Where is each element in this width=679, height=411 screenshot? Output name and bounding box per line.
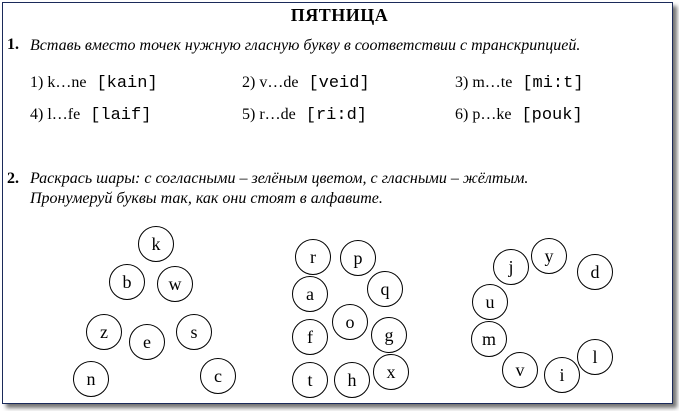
letter-ball[interactable]: i — [544, 357, 580, 393]
task2-number: 2. — [7, 170, 19, 187]
letter-ball[interactable]: l — [577, 339, 613, 375]
letter-ball[interactable]: j — [493, 249, 529, 285]
item-word: 3) m…te — [455, 74, 513, 91]
letter-ball[interactable]: u — [472, 284, 508, 320]
item-word: 1) k…ne — [30, 74, 87, 91]
letter-ball[interactable]: w — [157, 266, 193, 302]
letter-ball[interactable]: v — [502, 352, 538, 388]
letter-ball[interactable]: r — [295, 239, 331, 275]
letter-ball[interactable]: z — [86, 314, 122, 350]
item-word: 2) v…de — [242, 74, 299, 91]
letter-ball[interactable]: x — [373, 354, 409, 390]
letter-ball[interactable]: a — [292, 276, 328, 312]
task1-item — [242, 74, 370, 93]
item-word: 5) r…de — [242, 106, 296, 123]
letter-ball[interactable]: e — [129, 324, 165, 360]
task1-instruction: Вставь вместо точек нужную гласную букву в соответствии с транскрипцией. — [30, 37, 581, 54]
item-transcription: [veid] — [308, 74, 370, 93]
letter-ball[interactable]: n — [73, 361, 109, 397]
letter-ball[interactable]: c — [200, 358, 236, 394]
item-transcription: [laif] — [90, 106, 152, 125]
task1-item — [30, 106, 151, 125]
task1-item — [455, 74, 584, 93]
task1-item — [455, 106, 583, 125]
item-transcription: [pouk] — [521, 106, 583, 125]
letter-ball[interactable]: q — [367, 271, 403, 307]
item-transcription: [ri:d] — [305, 106, 367, 125]
letter-ball[interactable]: t — [292, 362, 328, 398]
item-word: 6) p…ke — [455, 106, 512, 123]
item-word: 4) l…fe — [30, 106, 81, 123]
letter-ball[interactable]: b — [109, 264, 145, 300]
item-transcription: [mi:t] — [522, 74, 584, 93]
task1-item — [30, 74, 158, 93]
letter-ball[interactable]: k — [138, 226, 174, 262]
letter-ball[interactable]: p — [340, 240, 376, 276]
task2-instruction-line1: Раскрась шары: с согласными – зелёным цветом, с гласными – жёлтым. — [30, 170, 529, 187]
letter-ball[interactable]: d — [577, 254, 613, 290]
letter-ball[interactable]: y — [531, 238, 567, 274]
letter-ball[interactable]: g — [371, 317, 407, 353]
page-title: ПЯТНИЦА — [290, 5, 389, 25]
letter-ball[interactable]: s — [176, 314, 212, 350]
task2-instruction-line2: Пронумеруй буквы так, как они стоят в алфавите. — [30, 190, 383, 207]
letter-ball[interactable]: f — [292, 319, 328, 355]
task1-number: 1. — [7, 36, 19, 53]
letter-ball[interactable]: o — [332, 304, 368, 340]
letter-ball[interactable]: h — [334, 362, 370, 398]
letter-ball[interactable]: m — [471, 321, 507, 357]
task1-item — [242, 106, 367, 125]
item-transcription: [kain] — [96, 74, 158, 93]
